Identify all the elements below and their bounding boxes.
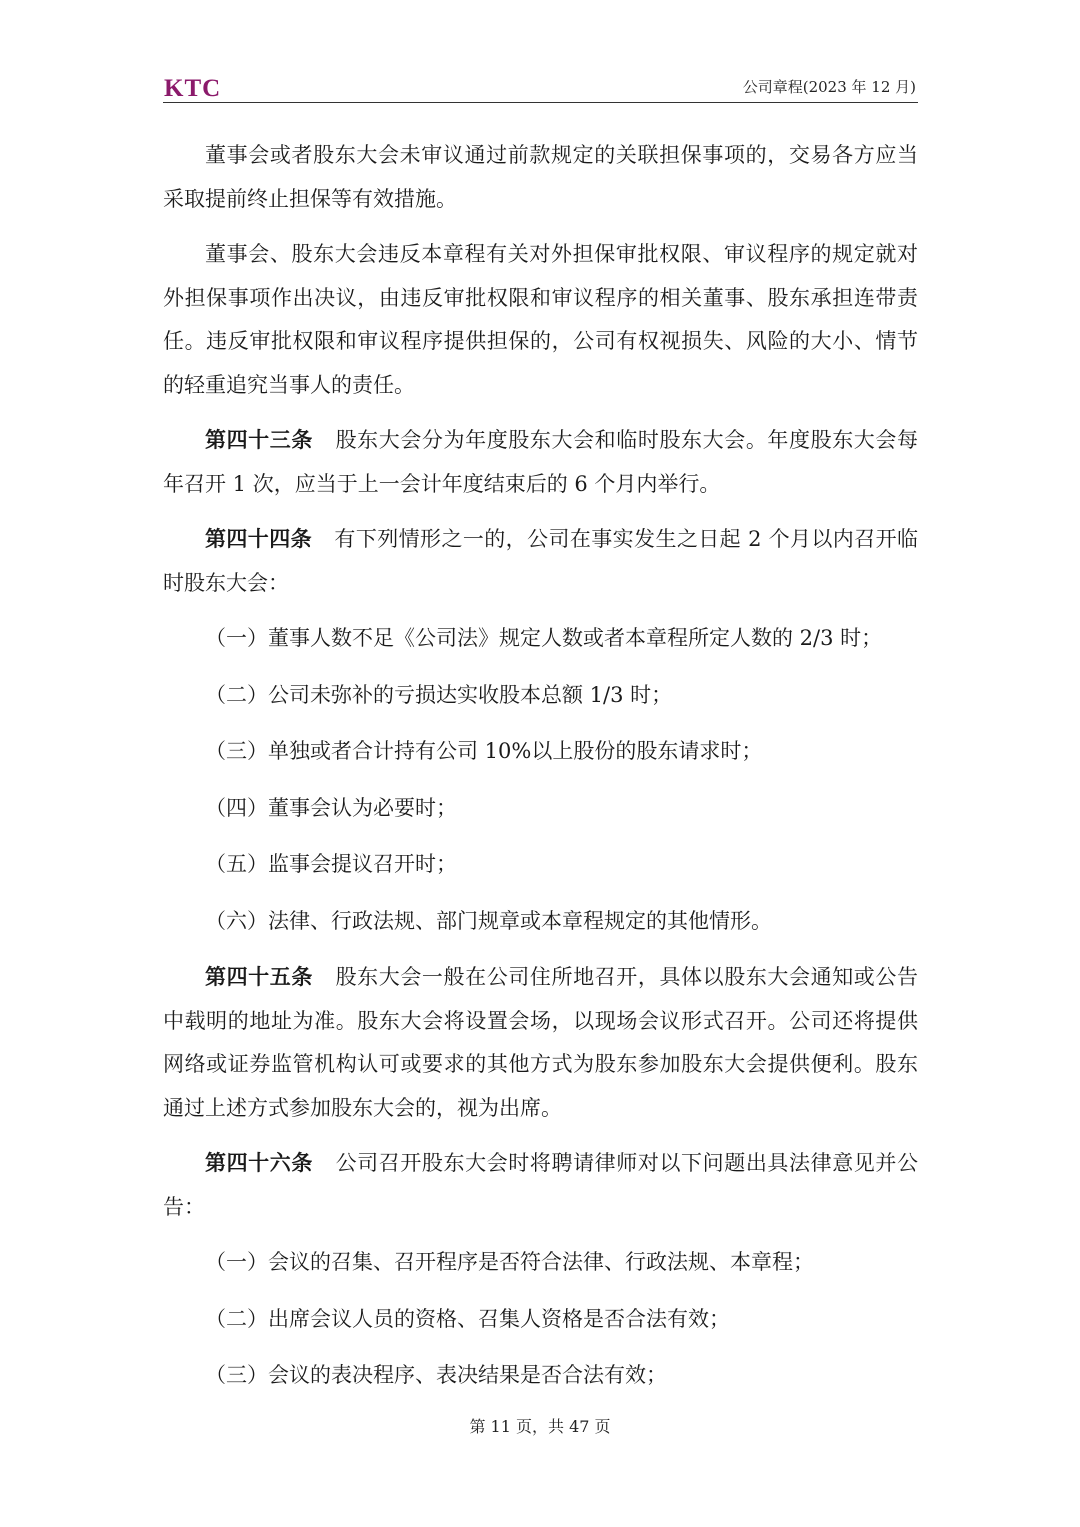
list-item xyxy=(163,617,918,661)
page-number: 第 11 页，共 47 页 xyxy=(469,1417,611,1436)
article-label: 第四十三条 xyxy=(205,428,313,452)
document-body xyxy=(163,134,918,1411)
company-logo: KTC xyxy=(164,75,222,102)
article-text: 公司召开股东大会时将聘请律师对以下问题出具法律意见并公告： xyxy=(163,1151,918,1219)
list-item-text: （二）公司未弥补的亏损达实收股本总额 1/3 时； xyxy=(205,682,673,707)
article-text: 股东大会分为年度股东大会和临时股东大会。年度股东大会每年召开 1 次，应当于上一会计年度结束后的 6 个月内举行。 xyxy=(163,428,918,496)
list-item xyxy=(163,843,918,887)
article-label: 第四十五条 xyxy=(205,965,313,989)
list-item-text: （六）法律、行政法规、部门规章或本章程规定的其他情形。 xyxy=(205,908,772,933)
paragraph-text: 董事会、股东大会违反本章程有关对外担保审批权限、审议程序的规定就对外担保事项作出决议，由违反审批权限和审议程序的相关董事、股东承担连带责任。违反审批权限和审议程序提供担保的，公司有权视损失、风险的大小、情节的轻重追究当事人的责任。 xyxy=(163,242,918,397)
document-title: 公司章程(2023 年 12 月) xyxy=(742,78,916,96)
paragraph-text: 董事会或者股东大会未审议通过前款规定的关联担保事项的，交易各方应当采取提前终止担保等有效措施。 xyxy=(163,143,918,211)
list-item-text: （五）监事会提议召开时； xyxy=(205,852,457,876)
article-label: 第四十四条 xyxy=(205,527,313,551)
list-item xyxy=(163,900,918,944)
article-paragraph xyxy=(163,518,918,605)
list-item-text: （三）会议的表决程序、表决结果是否合法有效； xyxy=(205,1363,667,1387)
list-item-text: （二）出席会议人员的资格、召集人资格是否合法有效； xyxy=(205,1306,730,1331)
page-header xyxy=(163,72,918,103)
list-item-text: （四）董事会认为必要时； xyxy=(205,795,457,820)
list-item xyxy=(163,674,918,718)
list-item-text: （一）会议的召集、召开程序是否符合法律、行政法规、本章程； xyxy=(205,1250,814,1274)
list-item xyxy=(163,1241,918,1285)
article-text: 股东大会一般在公司住所地召开，具体以股东大会通知或公告中载明的地址为准。股东大会将设置会场，以现场会议形式召开。公司还将提供网络或证券监管机构认可或要求的其他方式为股东参加股东大会提供便利。股东通过上述方式参加股东大会的，视为出席。 xyxy=(163,965,918,1120)
article-paragraph xyxy=(163,419,918,506)
list-item xyxy=(163,787,918,831)
paragraph xyxy=(163,134,918,221)
list-item-text: （三）单独或者合计持有公司 10%以上股份的股东请求时； xyxy=(205,739,763,763)
article-text: 有下列情形之一的，公司在事实发生之日起 2 个月以内召开临时股东大会： xyxy=(163,527,918,595)
list-item xyxy=(163,1354,918,1398)
article-label: 第四十六条 xyxy=(205,1151,313,1175)
list-item xyxy=(163,730,918,774)
article-paragraph xyxy=(163,956,918,1130)
paragraph xyxy=(163,233,918,407)
list-item xyxy=(163,1298,918,1342)
article-paragraph xyxy=(163,1142,918,1229)
list-item-text: （一）董事人数不足《公司法》规定人数或者本章程所定人数的 2/3 时； xyxy=(205,626,883,650)
